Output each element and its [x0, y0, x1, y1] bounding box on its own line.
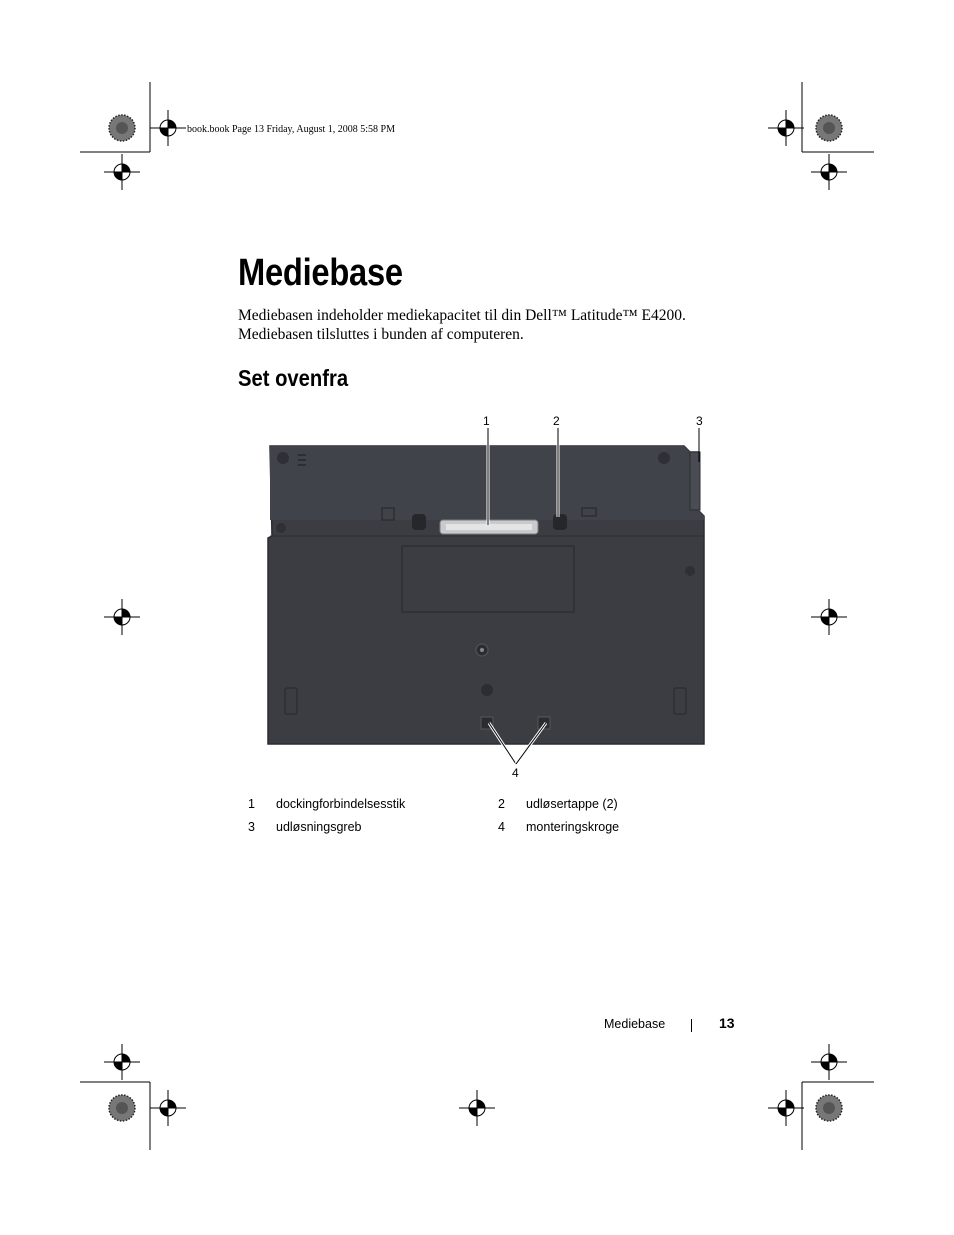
callout-label: 3 [696, 414, 703, 428]
callout-label: 1 [483, 414, 490, 428]
callout-label: 2 [553, 414, 560, 428]
intro-line: Mediebasen indeholder mediekapacitet til din Dell™ Latitude™ E4200. [238, 307, 686, 324]
legend-label: monteringskroge [526, 820, 620, 834]
legend-label: udløsningsgreb [276, 820, 362, 834]
legend-number: 3 [248, 820, 255, 834]
footer-separator [691, 1019, 692, 1032]
page-title: Mediebase [238, 252, 403, 294]
page-number: 13 [719, 1015, 735, 1031]
legend-number: 2 [498, 797, 505, 811]
legend-label: dockingforbindelsesstik [276, 797, 406, 811]
footer-section-name: Mediebase [604, 1017, 666, 1031]
legend-number: 1 [248, 797, 255, 811]
intro-line: Mediebasen tilsluttes i bunden af computeren. [238, 326, 524, 343]
legend-number: 4 [498, 820, 505, 834]
print-header: book.book Page 13 Friday, August 1, 2008 5:58 PM [187, 124, 395, 135]
section-title: Set ovenfra [238, 365, 349, 391]
callout-label: 4 [512, 766, 519, 780]
intro-paragraph [238, 306, 758, 344]
legend-label: udløsertappe (2) [526, 797, 618, 811]
